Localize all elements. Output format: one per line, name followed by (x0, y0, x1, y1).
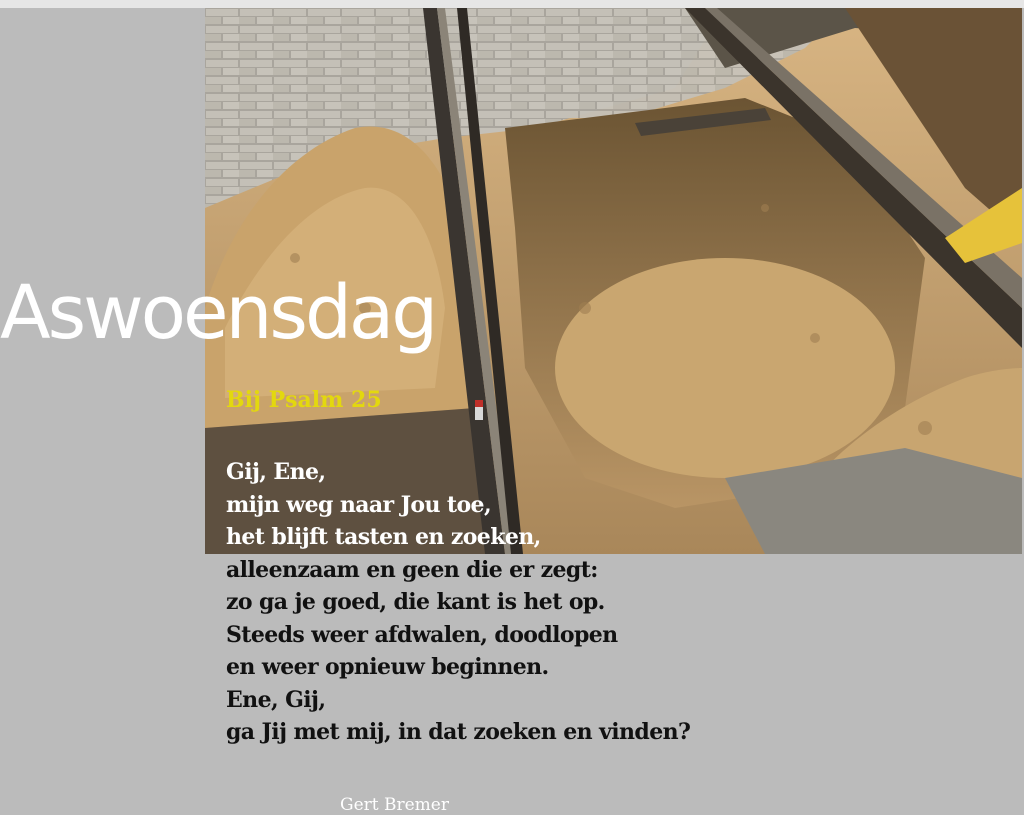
poem-line: het blijft tasten en zoeken, (226, 524, 541, 550)
poem-line: ga Jij met mij, in dat zoeken en vinden? (226, 719, 691, 745)
page-title: Aswoensdag (0, 270, 436, 356)
poem-line: Gij, Ene, (226, 459, 326, 485)
poem-line: Steeds weer afdwalen, doodlopen (226, 621, 618, 648)
poem (226, 456, 690, 749)
subtitle: Bij Psalm 25 (226, 387, 382, 413)
poem-line: mijn weg naar Jou toe, (226, 491, 492, 518)
poem-line: Ene, Gij, (226, 686, 326, 713)
top-strip (0, 0, 1024, 8)
author-name: Gert Bremer (340, 795, 449, 815)
poem-line: en weer opnieuw beginnen. (226, 654, 549, 680)
poem-line: zo ga je goed, die kant is het op. (226, 589, 605, 615)
poem-line: alleenzaam en geen die er zegt: (226, 556, 598, 583)
